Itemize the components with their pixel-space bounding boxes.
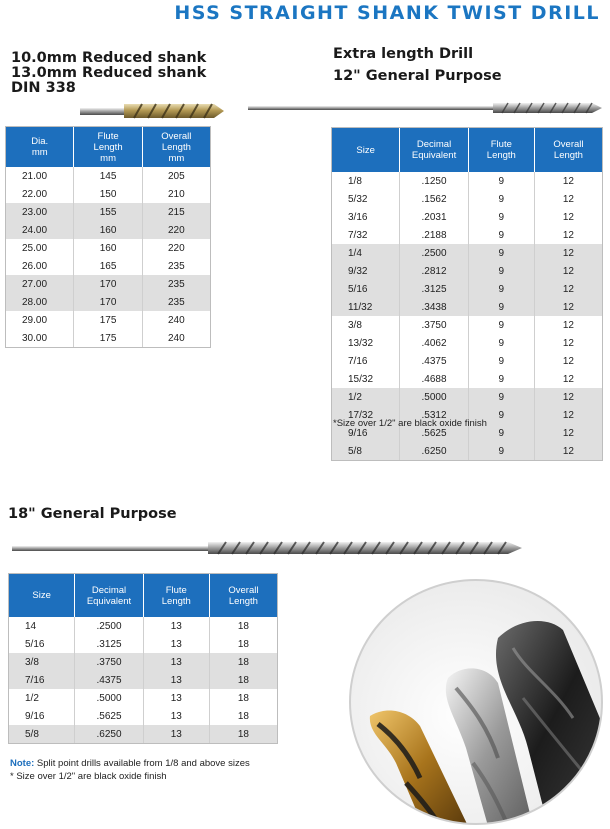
table-row xyxy=(332,334,602,352)
table-row xyxy=(6,221,210,239)
cell-size: 1/2 xyxy=(9,689,75,707)
cell-flute: 160 xyxy=(74,221,142,239)
heading-line: 12" General Purpose xyxy=(333,68,502,84)
cell-flute: 13 xyxy=(143,689,209,707)
table-row xyxy=(9,689,277,707)
cell-overall: 18 xyxy=(209,725,277,743)
cell-flute: 13 xyxy=(143,635,209,653)
cell-flute: 9 xyxy=(468,406,534,424)
cell-overall: 18 xyxy=(237,692,249,704)
cell-size: 7/16 xyxy=(9,671,75,689)
table-row xyxy=(6,203,210,221)
cell-flute: 9 xyxy=(468,442,534,460)
cell-overall: 12 xyxy=(562,211,574,223)
cell-size: 3/16 xyxy=(332,208,400,226)
cell-flute: 9 xyxy=(468,298,534,316)
table-row xyxy=(9,707,277,725)
cell-flute: 9 xyxy=(468,280,534,298)
twelve-inch-table xyxy=(332,128,602,460)
cell-decimal: .5000 xyxy=(75,689,143,707)
cell-overall: 220 xyxy=(168,242,185,254)
cell-flute: 13 xyxy=(143,617,209,635)
table-row xyxy=(332,226,602,244)
cell-decimal: .3438 xyxy=(400,298,468,316)
cell-decimal: .6250 xyxy=(75,725,143,743)
cell-size: 9/16 xyxy=(9,707,75,725)
cell-dia: 25.00 xyxy=(6,239,74,257)
reduced-shank-table-panel xyxy=(5,126,211,348)
table-row xyxy=(9,617,277,635)
cell-size: 5/16 xyxy=(332,280,400,298)
table-row xyxy=(332,280,602,298)
cell-decimal: .2812 xyxy=(400,262,468,280)
cell-size: 1/4 xyxy=(332,244,400,262)
heading-line: Extra length Drill xyxy=(333,46,474,62)
reduced-shank-table xyxy=(6,127,210,347)
cell-flute: 13 xyxy=(143,653,209,671)
cell-decimal: .4375 xyxy=(75,671,143,689)
cell-size: 13/32 xyxy=(332,334,400,352)
cell-overall: 210 xyxy=(168,188,185,200)
cell-decimal: .4062 xyxy=(400,334,468,352)
split-point-note xyxy=(10,758,250,769)
cell-overall: 220 xyxy=(142,221,210,239)
cell-overall: 12 xyxy=(562,373,574,385)
cell-overall: 12 xyxy=(562,355,574,367)
table-row xyxy=(9,653,277,671)
cell-overall: 12 xyxy=(534,406,602,424)
twelve-inch-table-panel xyxy=(331,127,603,461)
table-row xyxy=(332,388,602,406)
cell-size: 5/8 xyxy=(332,442,400,460)
eighteen-inch-table-body xyxy=(9,617,277,743)
cell-flute: 9 xyxy=(468,172,534,190)
twelve-inch-drill-image xyxy=(248,101,604,115)
table-row xyxy=(332,172,602,190)
table-row xyxy=(6,275,210,293)
reduced-shank-heading xyxy=(11,51,206,96)
cell-decimal: .3125 xyxy=(75,635,143,653)
table-row xyxy=(332,316,602,334)
cell-overall: 12 xyxy=(562,193,574,205)
reduced-shank-drill-image xyxy=(80,100,226,122)
cell-overall: 205 xyxy=(168,170,185,182)
table-row xyxy=(332,244,602,262)
cell-dia: 21.00 xyxy=(6,167,74,185)
cell-overall: 12 xyxy=(534,424,602,442)
cell-decimal: .2500 xyxy=(400,244,468,262)
cell-decimal: .2188 xyxy=(400,226,468,244)
cell-overall: 215 xyxy=(142,203,210,221)
cell-overall: 12 xyxy=(534,442,602,460)
cell-overall: 12 xyxy=(562,175,574,187)
twelve-inch-table-body xyxy=(332,172,602,460)
cell-flute: 175 xyxy=(74,311,142,329)
col-header-dia: Dia. mm xyxy=(6,127,74,167)
cell-decimal: .3125 xyxy=(400,280,468,298)
table-row xyxy=(9,635,277,653)
cell-overall: 12 xyxy=(534,388,602,406)
note-text: Split point drills available from 1/8 and above sizes xyxy=(36,758,250,769)
table-header-row xyxy=(9,574,277,617)
eighteen-inch-table xyxy=(9,574,277,743)
cell-size: 14 xyxy=(9,617,75,635)
col-header-flute: Flute Length mm xyxy=(74,127,142,167)
col-header-overall: Overall Length xyxy=(534,128,602,172)
cell-overall: 240 xyxy=(168,314,185,326)
cell-size: 11/32 xyxy=(332,298,400,316)
heading-line: DIN 338 xyxy=(11,80,76,96)
cell-size: 1/8 xyxy=(332,172,400,190)
table-row xyxy=(6,239,210,257)
cell-flute: 170 xyxy=(74,293,142,311)
col-header-flute: Flute Length xyxy=(468,128,534,172)
table-row xyxy=(9,671,277,689)
cell-size: 9/16 xyxy=(332,424,400,442)
extra-length-heading xyxy=(333,43,502,87)
cell-flute: 9 xyxy=(468,334,534,352)
cell-decimal: .5625 xyxy=(75,707,143,725)
cell-flute: 170 xyxy=(74,275,142,293)
cell-decimal: .2500 xyxy=(75,617,143,635)
cell-overall: 18 xyxy=(237,710,249,722)
cell-size: 3/8 xyxy=(9,653,75,671)
twelve-inch-footnote: *Size over 1/2" are black oxide finish xyxy=(333,418,487,429)
cell-flute: 13 xyxy=(143,707,209,725)
cell-flute: 160 xyxy=(74,239,142,257)
drill-bits-photo xyxy=(348,578,604,826)
cell-size: 1/2 xyxy=(332,388,400,406)
cell-decimal: .1562 xyxy=(400,190,468,208)
table-row xyxy=(332,190,602,208)
table-row xyxy=(332,352,602,370)
cell-overall: 12 xyxy=(534,244,602,262)
cell-decimal: .3750 xyxy=(400,316,468,334)
cell-flute: 13 xyxy=(143,671,209,689)
cell-overall: 18 xyxy=(209,671,277,689)
cell-flute: 9 xyxy=(468,226,534,244)
cell-size: 7/16 xyxy=(332,352,400,370)
cell-overall: 12 xyxy=(562,319,574,331)
col-header-size: Size xyxy=(9,574,75,617)
cell-overall: 12 xyxy=(534,280,602,298)
table-row xyxy=(332,370,602,388)
col-header-overall: Overall Length xyxy=(209,574,277,617)
cell-flute: 13 xyxy=(143,725,209,743)
cell-dia: 30.00 xyxy=(6,329,74,347)
cell-flute: 9 xyxy=(468,244,534,262)
cell-flute: 155 xyxy=(74,203,142,221)
cell-overall: 18 xyxy=(237,620,249,632)
cell-dia: 23.00 xyxy=(6,203,74,221)
table-row xyxy=(6,185,210,203)
cell-overall: 235 xyxy=(142,275,210,293)
cell-size: 17/32 xyxy=(332,406,400,424)
cell-decimal: .1250 xyxy=(400,172,468,190)
cell-decimal: .4375 xyxy=(400,352,468,370)
eighteen-inch-table-panel xyxy=(8,573,278,744)
cell-overall: 240 xyxy=(168,332,185,344)
cell-dia: 24.00 xyxy=(6,221,74,239)
cell-size: 5/8 xyxy=(9,725,75,743)
cell-overall: 18 xyxy=(237,638,249,650)
cell-overall: 235 xyxy=(142,293,210,311)
cell-dia: 29.00 xyxy=(6,311,74,329)
cell-flute: 9 xyxy=(468,190,534,208)
cell-decimal: .6250 xyxy=(400,442,468,460)
cell-flute: 9 xyxy=(468,316,534,334)
table-row xyxy=(6,293,210,311)
table-row xyxy=(332,208,602,226)
cell-flute: 9 xyxy=(468,370,534,388)
col-header-flute: Flute Length xyxy=(143,574,209,617)
cell-size: 15/32 xyxy=(332,370,400,388)
cell-overall: 235 xyxy=(168,260,185,272)
cell-overall: 12 xyxy=(534,298,602,316)
cell-dia: 27.00 xyxy=(6,275,74,293)
table-row xyxy=(6,311,210,329)
cell-overall: 12 xyxy=(562,229,574,241)
cell-dia: 26.00 xyxy=(6,257,74,275)
cell-decimal: .4688 xyxy=(400,370,468,388)
table-header-row xyxy=(332,128,602,172)
eighteen-inch-footnote: * Size over 1/2" are black oxide finish xyxy=(10,771,167,782)
col-header-overall: Overall Length mm xyxy=(142,127,210,167)
col-header-decimal: Decimal Equivalent xyxy=(75,574,143,617)
cell-size: 9/32 xyxy=(332,262,400,280)
heading-line: 13.0mm Reduced shank xyxy=(11,65,207,81)
cell-dia: 28.00 xyxy=(6,293,74,311)
cell-size: 5/32 xyxy=(332,190,400,208)
cell-flute: 165 xyxy=(74,257,142,275)
table-row xyxy=(6,257,210,275)
eighteen-inch-drill-image xyxy=(12,539,524,557)
cell-size: 5/16 xyxy=(9,635,75,653)
cell-flute: 9 xyxy=(468,208,534,226)
cell-decimal: .5312 xyxy=(400,406,468,424)
table-header-row xyxy=(6,127,210,167)
table-row xyxy=(9,725,277,743)
cell-flute: 9 xyxy=(468,262,534,280)
table-row xyxy=(332,262,602,280)
table-row xyxy=(6,167,210,185)
cell-overall: 12 xyxy=(534,262,602,280)
cell-overall: 12 xyxy=(562,337,574,349)
cell-decimal: .5000 xyxy=(400,388,468,406)
cell-size: 7/32 xyxy=(332,226,400,244)
cell-decimal: .5625 xyxy=(400,424,468,442)
note-label: Note: xyxy=(10,758,35,769)
col-header-decimal: Decimal Equivalent xyxy=(400,128,468,172)
table-row xyxy=(6,329,210,347)
cell-overall: 18 xyxy=(209,653,277,671)
eighteen-inch-heading: 18" General Purpose xyxy=(8,506,177,522)
cell-flute: 150 xyxy=(74,185,142,203)
cell-flute: 175 xyxy=(74,329,142,347)
cell-dia: 22.00 xyxy=(6,185,74,203)
cell-decimal: .2031 xyxy=(400,208,468,226)
cell-flute: 9 xyxy=(468,352,534,370)
cell-flute: 145 xyxy=(74,167,142,185)
cell-flute: 9 xyxy=(468,424,534,442)
cell-decimal: .3750 xyxy=(75,653,143,671)
page-title: HSS STRAIGHT SHANK TWIST DRILL xyxy=(174,2,600,24)
table-row xyxy=(332,298,602,316)
cell-size: 3/8 xyxy=(332,316,400,334)
table-row xyxy=(332,442,602,460)
heading-line: 10.0mm Reduced shank xyxy=(11,50,207,66)
col-header-size: Size xyxy=(332,128,400,172)
cell-flute: 9 xyxy=(468,388,534,406)
